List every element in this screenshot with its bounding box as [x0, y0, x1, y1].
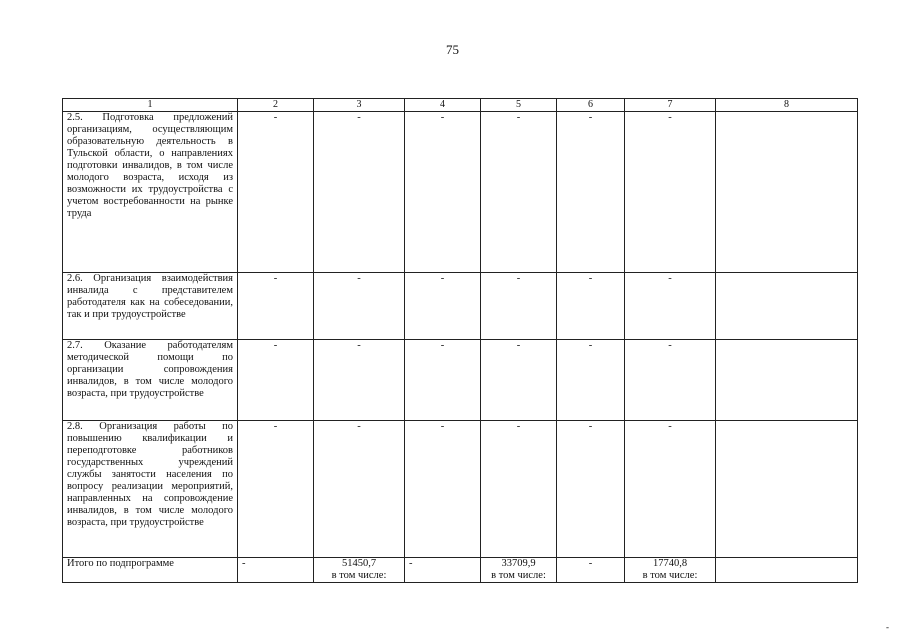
table-cell: -	[625, 273, 716, 340]
corner-mark: -	[886, 622, 889, 632]
table-cell: -	[481, 273, 557, 340]
table-cell: -	[625, 112, 716, 273]
header-cell: 6	[557, 99, 625, 112]
table-cell: -	[238, 558, 314, 583]
total-cell	[314, 558, 405, 583]
table-cell: -	[557, 340, 625, 421]
total-row	[63, 558, 858, 583]
table-row	[63, 340, 858, 421]
table-cell	[716, 340, 858, 421]
total-note: в том числе:	[491, 570, 546, 581]
table-cell	[716, 273, 858, 340]
page-number: 75	[446, 42, 459, 57]
header-cell: 2	[238, 99, 314, 112]
table-cell: -	[405, 112, 481, 273]
total-value: 17740,8	[652, 558, 688, 569]
table-row	[63, 421, 858, 558]
header-cell: 7	[625, 99, 716, 112]
total-cell	[481, 558, 557, 583]
program-table	[62, 98, 858, 583]
table-cell: -	[238, 421, 314, 558]
header-cell: 5	[481, 99, 557, 112]
table-row	[63, 273, 858, 340]
measure-description: 2.8. Организация работы по повышению квалификации и переподготовке работников государственных учреждений службы занятости населения по вопросу реализации мероприятий, направленных на сопровождение инвалидов, в том числе молодого возраста, при трудоустройстве	[63, 421, 238, 558]
measure-description: 2.7. Оказание работодателям методической помощи по организации сопровождения инвалидов, в том числе молодого возраста, при трудоустройстве	[63, 340, 238, 421]
table-row	[63, 112, 858, 273]
table-cell	[716, 112, 858, 273]
table-cell: -	[314, 340, 405, 421]
header-cell: 3	[314, 99, 405, 112]
table-cell: -	[405, 340, 481, 421]
table-cell	[716, 421, 858, 558]
table-cell: -	[625, 340, 716, 421]
header-cell: 4	[405, 99, 481, 112]
header-cell: 8	[716, 99, 858, 112]
table-cell: -	[481, 421, 557, 558]
table-cell: -	[405, 558, 481, 583]
table-cell: -	[557, 112, 625, 273]
table-cell: -	[314, 273, 405, 340]
table-cell: -	[405, 273, 481, 340]
table-header-row	[63, 99, 858, 112]
total-value: 33709,9	[501, 558, 536, 569]
table-cell: -	[481, 340, 557, 421]
table-cell: -	[625, 421, 716, 558]
table-cell: -	[314, 421, 405, 558]
total-label: Итого по подпрограмме	[63, 558, 238, 583]
table-cell: -	[238, 112, 314, 273]
table-cell: -	[557, 273, 625, 340]
table-cell	[716, 558, 858, 583]
measure-description: 2.5. Подготовка предложений организациям, осуществляющим образовательную деятельность в Тульской области, о направлениях подготовки инвалидов, в том числе молодого возраста, исходя из возможности их трудоустройства с учетом востребованности на рынке труда	[63, 112, 238, 273]
table-cell: -	[238, 340, 314, 421]
table-cell: -	[238, 273, 314, 340]
table-cell: -	[481, 112, 557, 273]
measure-description: 2.6. Организация взаимодействия инвалида с представителем работодателя как на собеседовании, так и при трудоустройстве	[63, 273, 238, 340]
total-cell	[625, 558, 716, 583]
total-note: в том числе:	[642, 570, 698, 581]
total-value: 51450,7	[341, 558, 377, 569]
table-cell: -	[405, 421, 481, 558]
total-note: в том числе:	[331, 570, 387, 581]
table-cell: -	[314, 112, 405, 273]
table-cell: -	[557, 421, 625, 558]
table-cell: -	[557, 558, 625, 583]
header-cell: 1	[63, 99, 238, 112]
